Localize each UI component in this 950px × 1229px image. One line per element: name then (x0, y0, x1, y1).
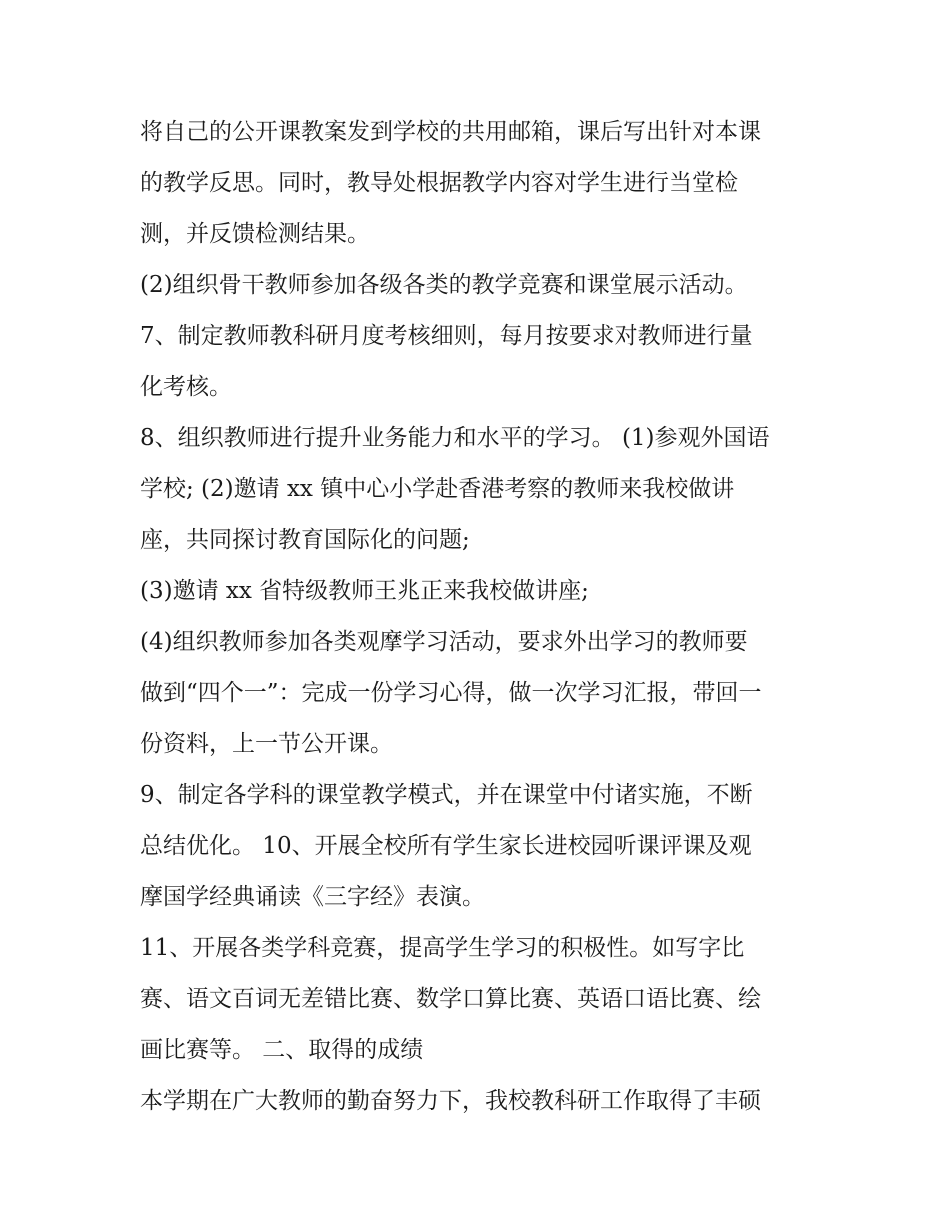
text-line: 总结优化。 10、开展全校所有学生家长进校园听课评课及观 (140, 833, 752, 859)
text-line: 8、组织教师进行提升业务能力和水平的学习。 (1)参观外国语 (140, 425, 770, 451)
text-line: 座，共同探讨教育国际化的问题; (140, 527, 470, 553)
text-line: 9、制定各学科的课堂教学模式，并在课堂中付诸实施，不断 (140, 782, 753, 808)
text-line: 份资料，上一节公开课。 (140, 731, 393, 757)
text-line: 本学期在广大教师的勤奋努力下，我校教科研工作取得了丰硕 (140, 1088, 761, 1114)
text-line: 画比赛等。 二、取得的成绩 (140, 1037, 424, 1063)
text-line: 摩国学经典诵读《三字经》表演。 (140, 884, 485, 910)
text-line: (2)组织骨干教师参加各级各类的教学竞赛和课堂展示活动。 (140, 272, 748, 298)
text-line: 测，并反馈检测结果。 (140, 221, 370, 247)
text-line: (4)组织教师参加各类观摩学习活动，要求外出学习的教师要 (140, 629, 748, 655)
text-line: 赛、语文百词无差错比赛、数学口算比赛、英语口语比赛、绘 (140, 986, 761, 1012)
text-line: 11、开展各类学科竞赛，提高学生学习的积极性。如写字比 (140, 935, 745, 961)
text-line: 做到“四个一”：完成一份学习心得，做一次学习汇报，带回一 (140, 680, 762, 706)
body-text (140, 107, 830, 1127)
text-line: 的教学反思。同时，教导处根据教学内容对学生进行当堂检 (140, 170, 738, 196)
text-line: 化考核。 (140, 374, 232, 400)
text-line: (3)邀请 xx 省特级教师王兆正来我校做讲座; (140, 578, 589, 604)
text-line: 学校; (2)邀请 xx 镇中心小学赴香港考察的教师来我校做讲 (140, 476, 735, 502)
text-line: 将自己的公开课教案发到学校的共用邮箱，课后写出针对本课 (140, 119, 761, 145)
text-line: 7、制定教师教科研月度考核细则，每月按要求对教师进行量 (140, 323, 753, 349)
